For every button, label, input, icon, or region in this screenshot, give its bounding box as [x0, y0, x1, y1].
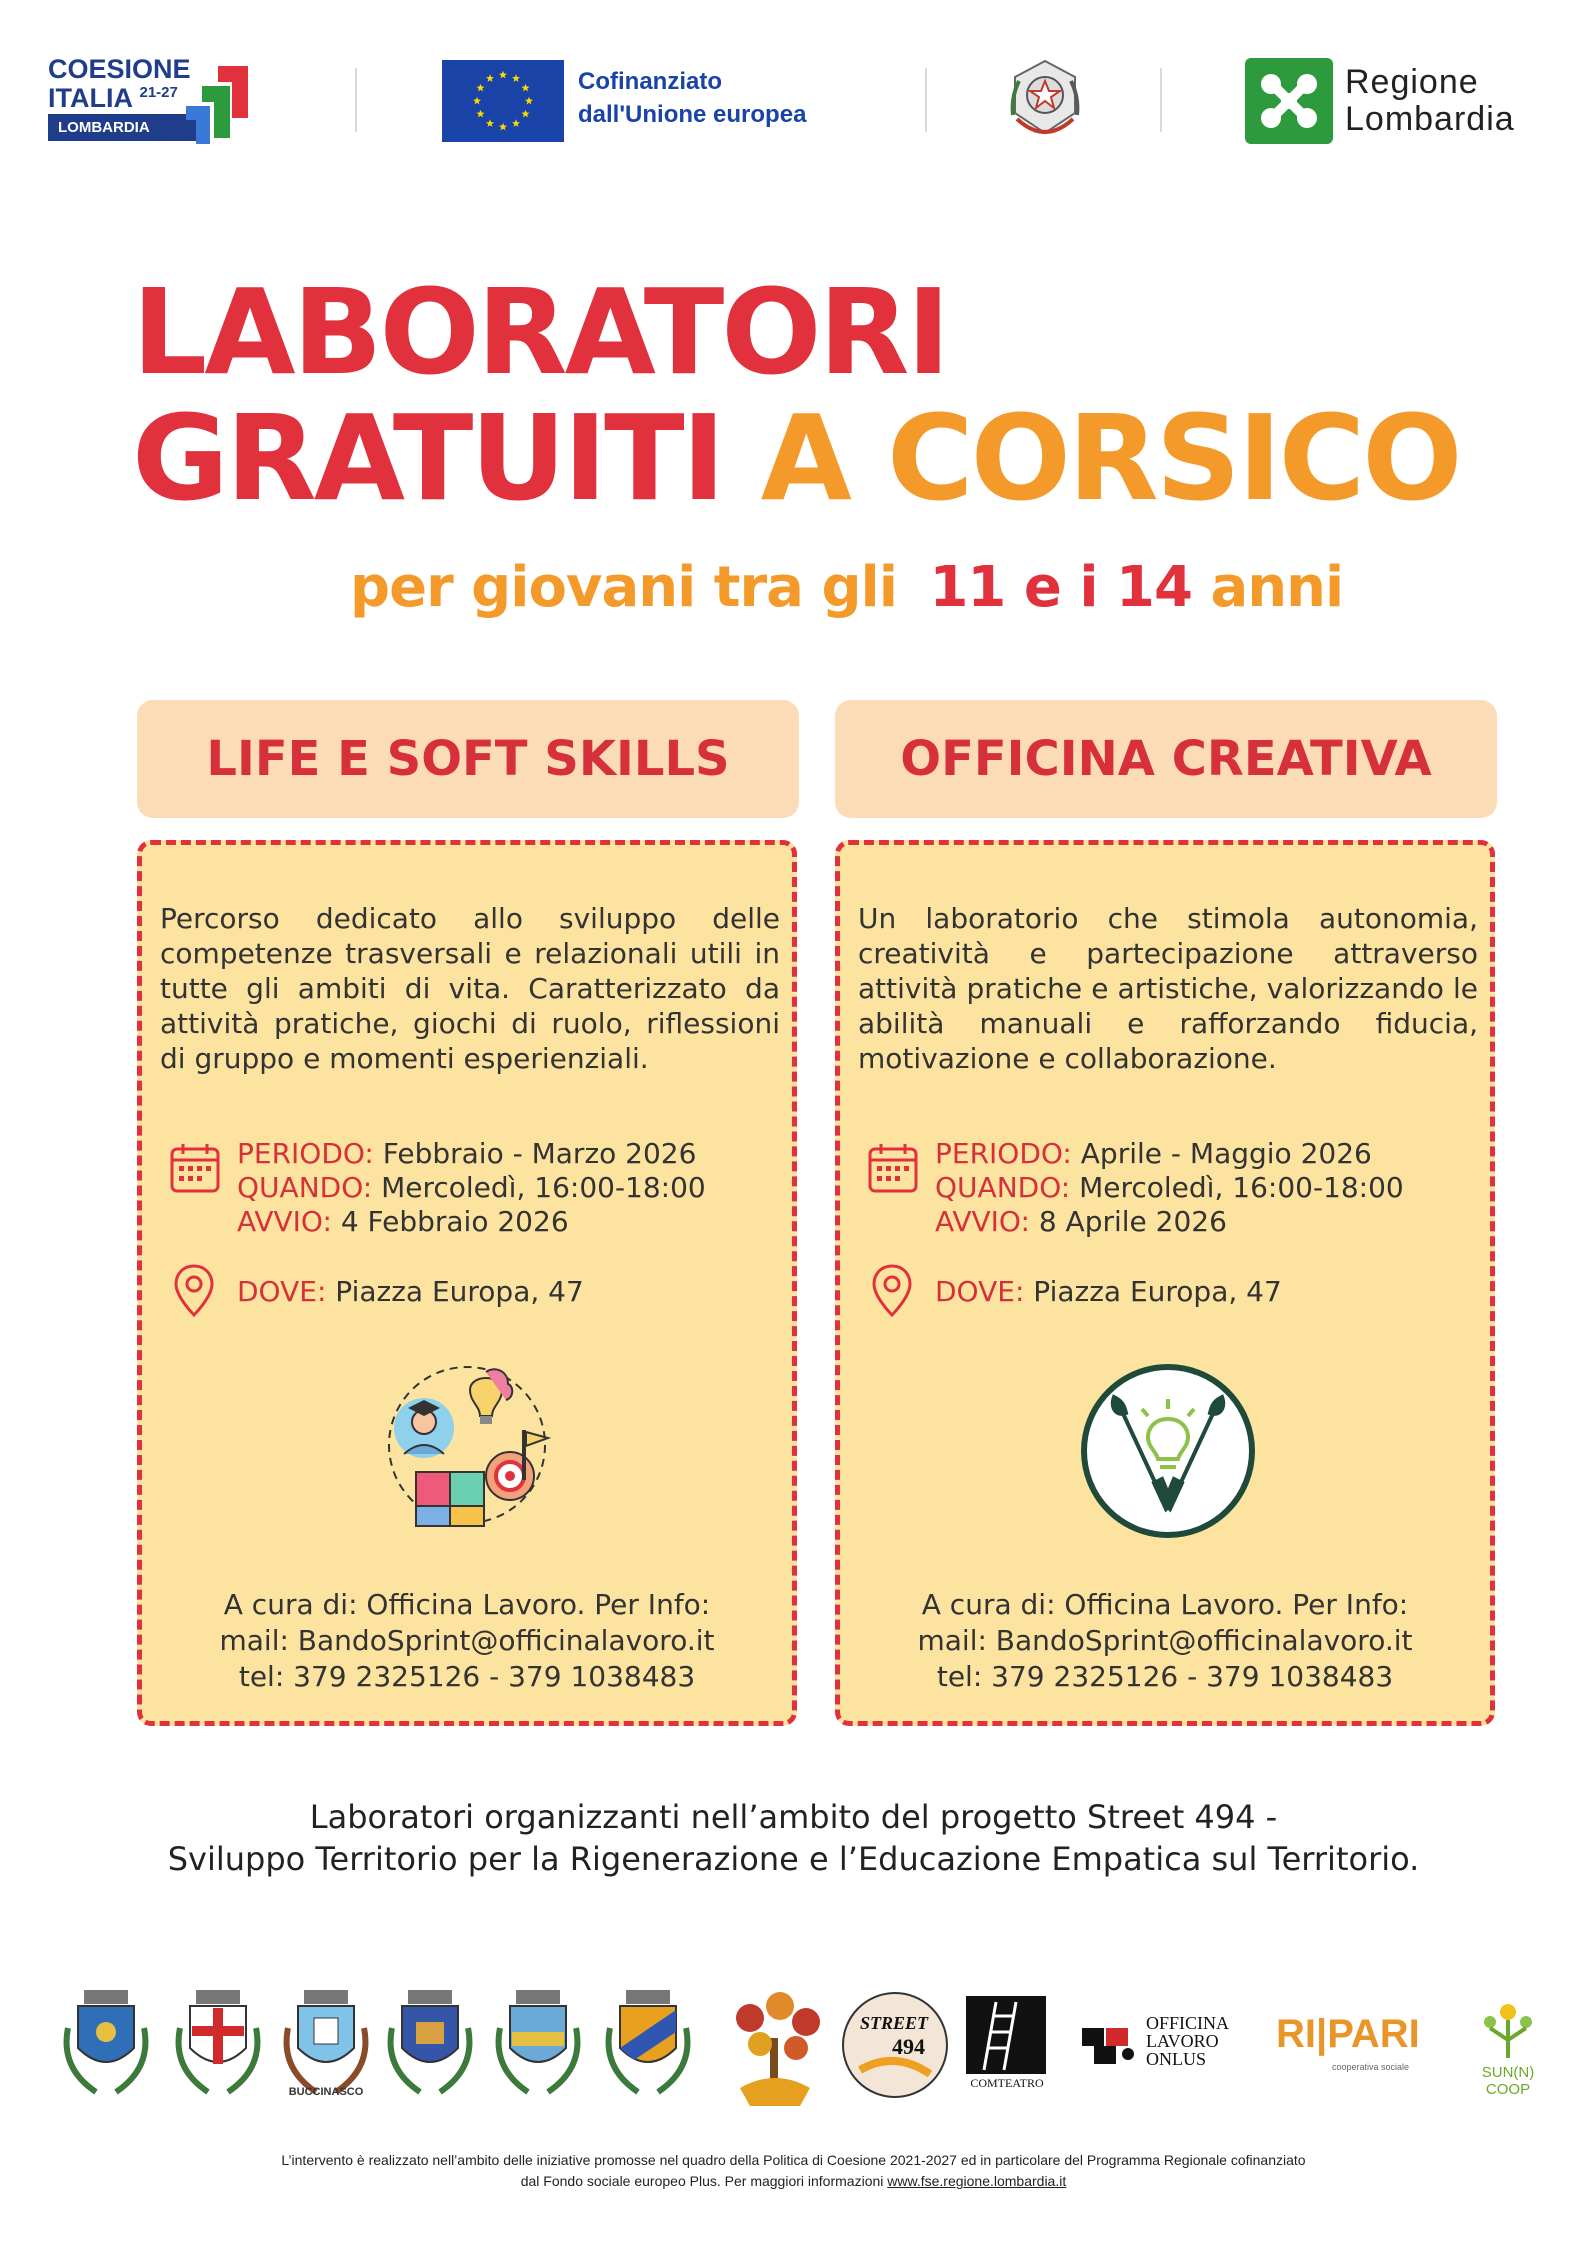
periodo-label: PERIODO: — [935, 1137, 1072, 1170]
subtitle-age-range: 11 e i 14 — [929, 555, 1192, 620]
eu-text — [578, 65, 806, 131]
title-line2 — [132, 389, 1460, 527]
officina-lavoro-text — [1146, 2014, 1229, 2068]
periodo-row — [935, 1137, 1404, 1171]
people-tree-icon — [1476, 2000, 1540, 2062]
municipal-crest-icon — [598, 1988, 698, 2108]
periodo-value: Aprile - Maggio 2026 — [1080, 1137, 1372, 1170]
officina-line1: OFFICINA — [1146, 2013, 1230, 2033]
buccinasco-crest — [276, 1988, 376, 2118]
card-description: Un laboratorio che stimola autonomia, creatività e partecipazione attraverso attività pratiche e artistiche, valorizzando le abilità manuali e rafforzando fiducia, motivazione e collaborazione. — [858, 902, 1478, 1075]
dove-value: Piazza Europa, 47 — [335, 1275, 584, 1308]
quando-label: QUANDO: — [935, 1171, 1071, 1204]
dove-label: DOVE: — [237, 1275, 327, 1308]
officina-line2: LAVORO — [1146, 2031, 1219, 2051]
puzzle-icon — [1078, 2024, 1142, 2068]
street-494-logo — [840, 1990, 950, 2100]
project-description — [0, 1796, 1587, 1880]
coesione-region-bar: LOMBARDIA — [48, 114, 198, 141]
card-body-officina-creativa — [835, 840, 1495, 1726]
ripari-logo — [1276, 2012, 1426, 2082]
calendar-icon — [866, 1141, 920, 1195]
dove-row — [935, 1275, 1282, 1309]
contact-phone[interactable]: tel: 379 2325126 - 379 1038483 — [936, 1660, 1394, 1693]
coesione-italia-text: ITALIA — [48, 83, 132, 113]
avvio-value: 4 Febbraio 2026 — [340, 1205, 569, 1238]
periodo-row — [237, 1137, 706, 1171]
coesione-title-line1: COESIONE — [48, 54, 191, 84]
partner-logos — [0, 1980, 1587, 2120]
coesione-italia-logo — [48, 56, 278, 146]
dove-value: Piazza Europa, 47 — [1033, 1275, 1282, 1308]
coesione-title-line2 — [48, 80, 178, 111]
contact-phone[interactable]: tel: 379 2325126 - 379 1038483 — [238, 1660, 696, 1693]
dove-row — [237, 1275, 584, 1309]
subtitle-suffix: anni — [1210, 555, 1344, 620]
regione-lombardia-icon — [1245, 58, 1333, 144]
street-label: STREET — [860, 2013, 929, 2033]
street-number: 494 — [892, 2034, 925, 2059]
location-pin-icon — [172, 1263, 216, 1319]
eu-text-line2: dall'Unione europea — [578, 101, 807, 128]
header-divider — [355, 68, 357, 132]
sun-coop-logo — [1458, 2000, 1558, 2100]
buccinasco-label: BUCCINASCO — [288, 2086, 364, 2098]
officina-line3: ONLUS — [1146, 2049, 1207, 2069]
soft-skills-illustration-icon — [382, 1360, 552, 1530]
card-description: Percorso dedicato allo sviluppo delle competenze trasversali e relazionali utili in tutte gli ambiti di vita. Caratterizzato da attività pratiche, giochi di ruolo, riflessioni di gruppo e momenti esperienziali. — [160, 902, 780, 1075]
avvio-label: AVVIO: — [237, 1205, 332, 1238]
quando-row — [935, 1171, 1404, 1205]
ladder-icon — [966, 1996, 1046, 2074]
contact-email[interactable]: mail: BandoSprint@officinalavoro.it — [917, 1624, 1413, 1657]
contact-email[interactable]: mail: BandoSprint@officinalavoro.it — [219, 1624, 715, 1657]
title-gratuiti: GRATUITI — [132, 389, 723, 527]
ripari-subtitle: cooperativa sociale — [1332, 2062, 1410, 2072]
coesione-arrow-icon — [178, 58, 278, 146]
comteatro-logo — [962, 1996, 1052, 2096]
municipal-crest-icon — [56, 1988, 156, 2108]
ripari-label: RI|PARI — [1276, 2012, 1420, 2056]
card-body-life-soft-skills — [137, 840, 797, 1726]
quando-label: QUANDO: — [237, 1171, 373, 1204]
municipal-crest-icon — [276, 1988, 376, 2098]
coesione-years: 21-27 — [139, 84, 178, 101]
header-divider — [925, 68, 927, 132]
title-line1: LABORATORI — [132, 263, 948, 401]
card-heading-life-soft-skills — [137, 700, 799, 818]
quando-row — [237, 1171, 706, 1205]
quando-value: Mercoledì, 16:00-18:00 — [1079, 1171, 1404, 1204]
creative-paintbrush-lightbulb-icon — [1080, 1363, 1256, 1539]
dove-label: DOVE: — [935, 1275, 1025, 1308]
avvio-label: AVVIO: — [935, 1205, 1030, 1238]
eu-text-line1: Cofinanziato — [578, 68, 722, 95]
location-pin-icon — [870, 1263, 914, 1319]
regione-text — [1345, 64, 1515, 138]
header-divider — [1160, 68, 1162, 132]
contact-line1: A cura di: Officina Lavoro. Per Info: — [921, 1588, 1409, 1621]
tree-logo-icon — [720, 1988, 830, 2108]
fine-print-line2 — [0, 2171, 1587, 2192]
municipal-crest-icon — [488, 1988, 588, 2108]
regione-text-line1: Regione — [1345, 63, 1479, 101]
card-heading-text: LIFE E SOFT SKILLS — [206, 731, 730, 787]
periodo-label: PERIODO: — [237, 1137, 374, 1170]
subtitle-prefix: per giovani tra gli — [350, 555, 897, 620]
title-a-corsico: A CORSICO — [760, 389, 1460, 527]
card-schedule — [935, 1137, 1404, 1239]
contact-line1: A cura di: Officina Lavoro. Per Info: — [223, 1588, 711, 1621]
eu-logo — [442, 60, 862, 142]
fine-print — [0, 2150, 1587, 2192]
card-schedule — [237, 1137, 706, 1239]
quando-value: Mercoledì, 16:00-18:00 — [381, 1171, 706, 1204]
municipal-crest-icon — [380, 1988, 480, 2108]
card-heading-text: OFFICINA CREATIVA — [900, 731, 1432, 787]
comteatro-label: COMTEATRO — [970, 2076, 1044, 2090]
italian-republic-emblem-icon — [1005, 57, 1085, 143]
project-line1: Laboratori organizzanti nell’ambito del progetto Street 494 - — [309, 1798, 1278, 1836]
officina-lavoro-logo — [1078, 2010, 1258, 2080]
subtitle — [350, 555, 1343, 620]
avvio-value: 8 Aprile 2026 — [1038, 1205, 1227, 1238]
eu-flag-icon — [442, 60, 564, 142]
card-heading-officina-creativa — [835, 700, 1497, 818]
fine-print-prefix: dal Fondo sociale europeo Plus. Per maggiori informazioni — [520, 2173, 884, 2189]
regione-text-line2: Lombardia — [1345, 100, 1515, 138]
fse-link[interactable]: www.fse.regione.lombardia.it — [887, 2173, 1067, 2189]
fine-print-line1: L’intervento è realizzato nell’ambito delle iniziative promosse nel quadro della Politica di Coesione 2021-2027 ed in particolare del Programma Regionale cofinanziato — [281, 2152, 1306, 2168]
calendar-icon — [168, 1141, 222, 1195]
sun-coop-label: SUN(N) COOP — [1481, 2064, 1535, 2098]
periodo-value: Febbraio - Marzo 2026 — [382, 1137, 697, 1170]
project-line2: Sviluppo Territorio per la Rigenerazione e l’Educazione Empatica sul Territorio. — [167, 1840, 1420, 1878]
avvio-row — [237, 1205, 706, 1239]
avvio-row — [935, 1205, 1404, 1239]
regione-lombardia-logo — [1245, 56, 1555, 146]
card-contact — [840, 1587, 1490, 1695]
municipal-crest-icon — [168, 1988, 268, 2108]
card-contact — [142, 1587, 792, 1695]
